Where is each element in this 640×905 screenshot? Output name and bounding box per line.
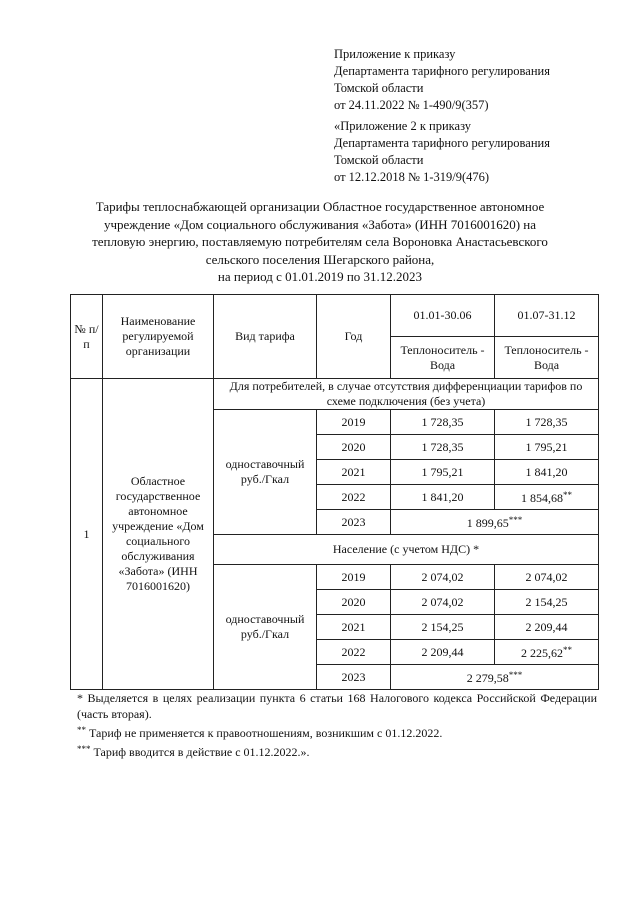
value-h1: 2 154,25 (391, 615, 495, 640)
title-line: на период с 01.01.2019 по 31.12.2023 (217, 269, 423, 285)
header-period-1: 01.01-30.06 (391, 295, 495, 337)
value-h2: 1 795,21 (495, 435, 599, 460)
title-line: учреждение «Дом социального обслуживания «Забота» (ИНН 7016001620) на (103, 216, 537, 232)
appendix-header-line: Департамента тарифного регулирования (334, 64, 550, 78)
value-text: 2 279,58 (466, 671, 509, 685)
value-h2: 1 728,35 (495, 410, 599, 435)
header-tariff-type: Вид тарифа (214, 295, 317, 379)
value-h2 (495, 485, 599, 510)
footnote-3-text: Тариф вводится в действие с 01.12.2022.». (90, 745, 310, 759)
year-cell: 2022 (317, 640, 391, 665)
value-h2: 1 841,20 (495, 460, 599, 485)
appendix-header-2-line: Томской области (334, 153, 424, 167)
year-cell: 2023 (317, 665, 391, 690)
footnote-mark: ** (563, 490, 572, 500)
title-line: Тарифы теплоснабжающей организации Областное государственное автономное (95, 199, 545, 214)
value-h1: 1 728,35 (391, 410, 495, 435)
header-year: Год (317, 295, 391, 379)
value-h2 (495, 640, 599, 665)
appendix-header-line: Приложение к приказу (334, 47, 456, 61)
value-h1: 2 074,02 (391, 565, 495, 590)
header-org: Наименование регулируемой организации (103, 295, 214, 379)
tariff-label: одноставочный руб./Гкал (214, 410, 317, 535)
footnote-3-mark: *** (77, 744, 91, 754)
section-title: Для потребителей, в случае отсутствия дифференциации тарифов по схеме подключения (без учета) (214, 379, 599, 410)
footnote-2-text: Тариф не применяется к правоотношениям, возникшим с 01.12.2022. (86, 726, 443, 740)
document-title (60, 198, 580, 286)
value-h1: 2 074,02 (391, 590, 495, 615)
year-cell: 2019 (317, 565, 391, 590)
value-h2: 2 154,25 (495, 590, 599, 615)
footnotes (77, 690, 597, 760)
footnote-3 (77, 741, 597, 760)
year-cell: 2021 (317, 615, 391, 640)
section-title: Население (с учетом НДС) * (214, 535, 599, 565)
value-merged (391, 510, 599, 535)
value-text: 2 225,62 (521, 646, 563, 660)
footnote-2-mark: ** (77, 725, 86, 735)
value-h1: 1 795,21 (391, 460, 495, 485)
year-cell: 2019 (317, 410, 391, 435)
tariff-label: одноставочный руб./Гкал (214, 565, 317, 690)
value-h1: 1 728,35 (391, 435, 495, 460)
appendix-header (334, 46, 550, 114)
appendix-header-line: от 24.11.2022 № 1-490/9(357) (334, 98, 489, 112)
year-cell: 2020 (317, 435, 391, 460)
year-cell: 2023 (317, 510, 391, 535)
header-period-2: 01.07-31.12 (495, 295, 599, 337)
header-num: № п/п (71, 295, 103, 379)
appendix-header-2-line: «Приложение 2 к приказу (334, 119, 472, 133)
footnote-1: * Выделяется в целях реализации пункта 6 статьи 168 Налогового кодекса Российской Федерации (часть вторая). (77, 691, 597, 721)
appendix-header-2-line: от 12.12.2018 № 1-319/9(476) (334, 170, 490, 184)
row-number: 1 (71, 379, 103, 690)
title-line: сельского поселения Шегарского района, (205, 251, 435, 267)
value-text: 1 854,68 (521, 491, 563, 505)
footnote-mark: ** (563, 645, 572, 655)
value-h2: 2 074,02 (495, 565, 599, 590)
year-cell: 2020 (317, 590, 391, 615)
value-text: 1 899,65 (466, 516, 509, 530)
value-merged (391, 665, 599, 690)
org-name: Областное государственное автономное учреждение «Дом социального обслуживания «Забота» (ИНН 7016001620) (103, 379, 214, 690)
appendix-header-line: Томской области (334, 81, 424, 95)
title-line: тепловую энергию, поставляемую потребителям села Вороновка Анастасьевского (92, 234, 548, 250)
tariff-table (70, 294, 599, 690)
footnote-mark: *** (508, 670, 523, 680)
appendix-header-2 (334, 118, 550, 186)
year-cell: 2022 (317, 485, 391, 510)
footnote-2 (77, 722, 597, 741)
value-h1: 2 209,44 (391, 640, 495, 665)
appendix-header-2-line: Департамента тарифного регулирования (334, 136, 550, 150)
value-h1: 1 841,20 (391, 485, 495, 510)
footnote-mark: *** (508, 515, 523, 525)
header-carrier-1: Теплоноситель - Вода (391, 337, 495, 379)
year-cell: 2021 (317, 460, 391, 485)
value-h2: 2 209,44 (495, 615, 599, 640)
header-carrier-2: Теплоноситель - Вода (495, 337, 599, 379)
